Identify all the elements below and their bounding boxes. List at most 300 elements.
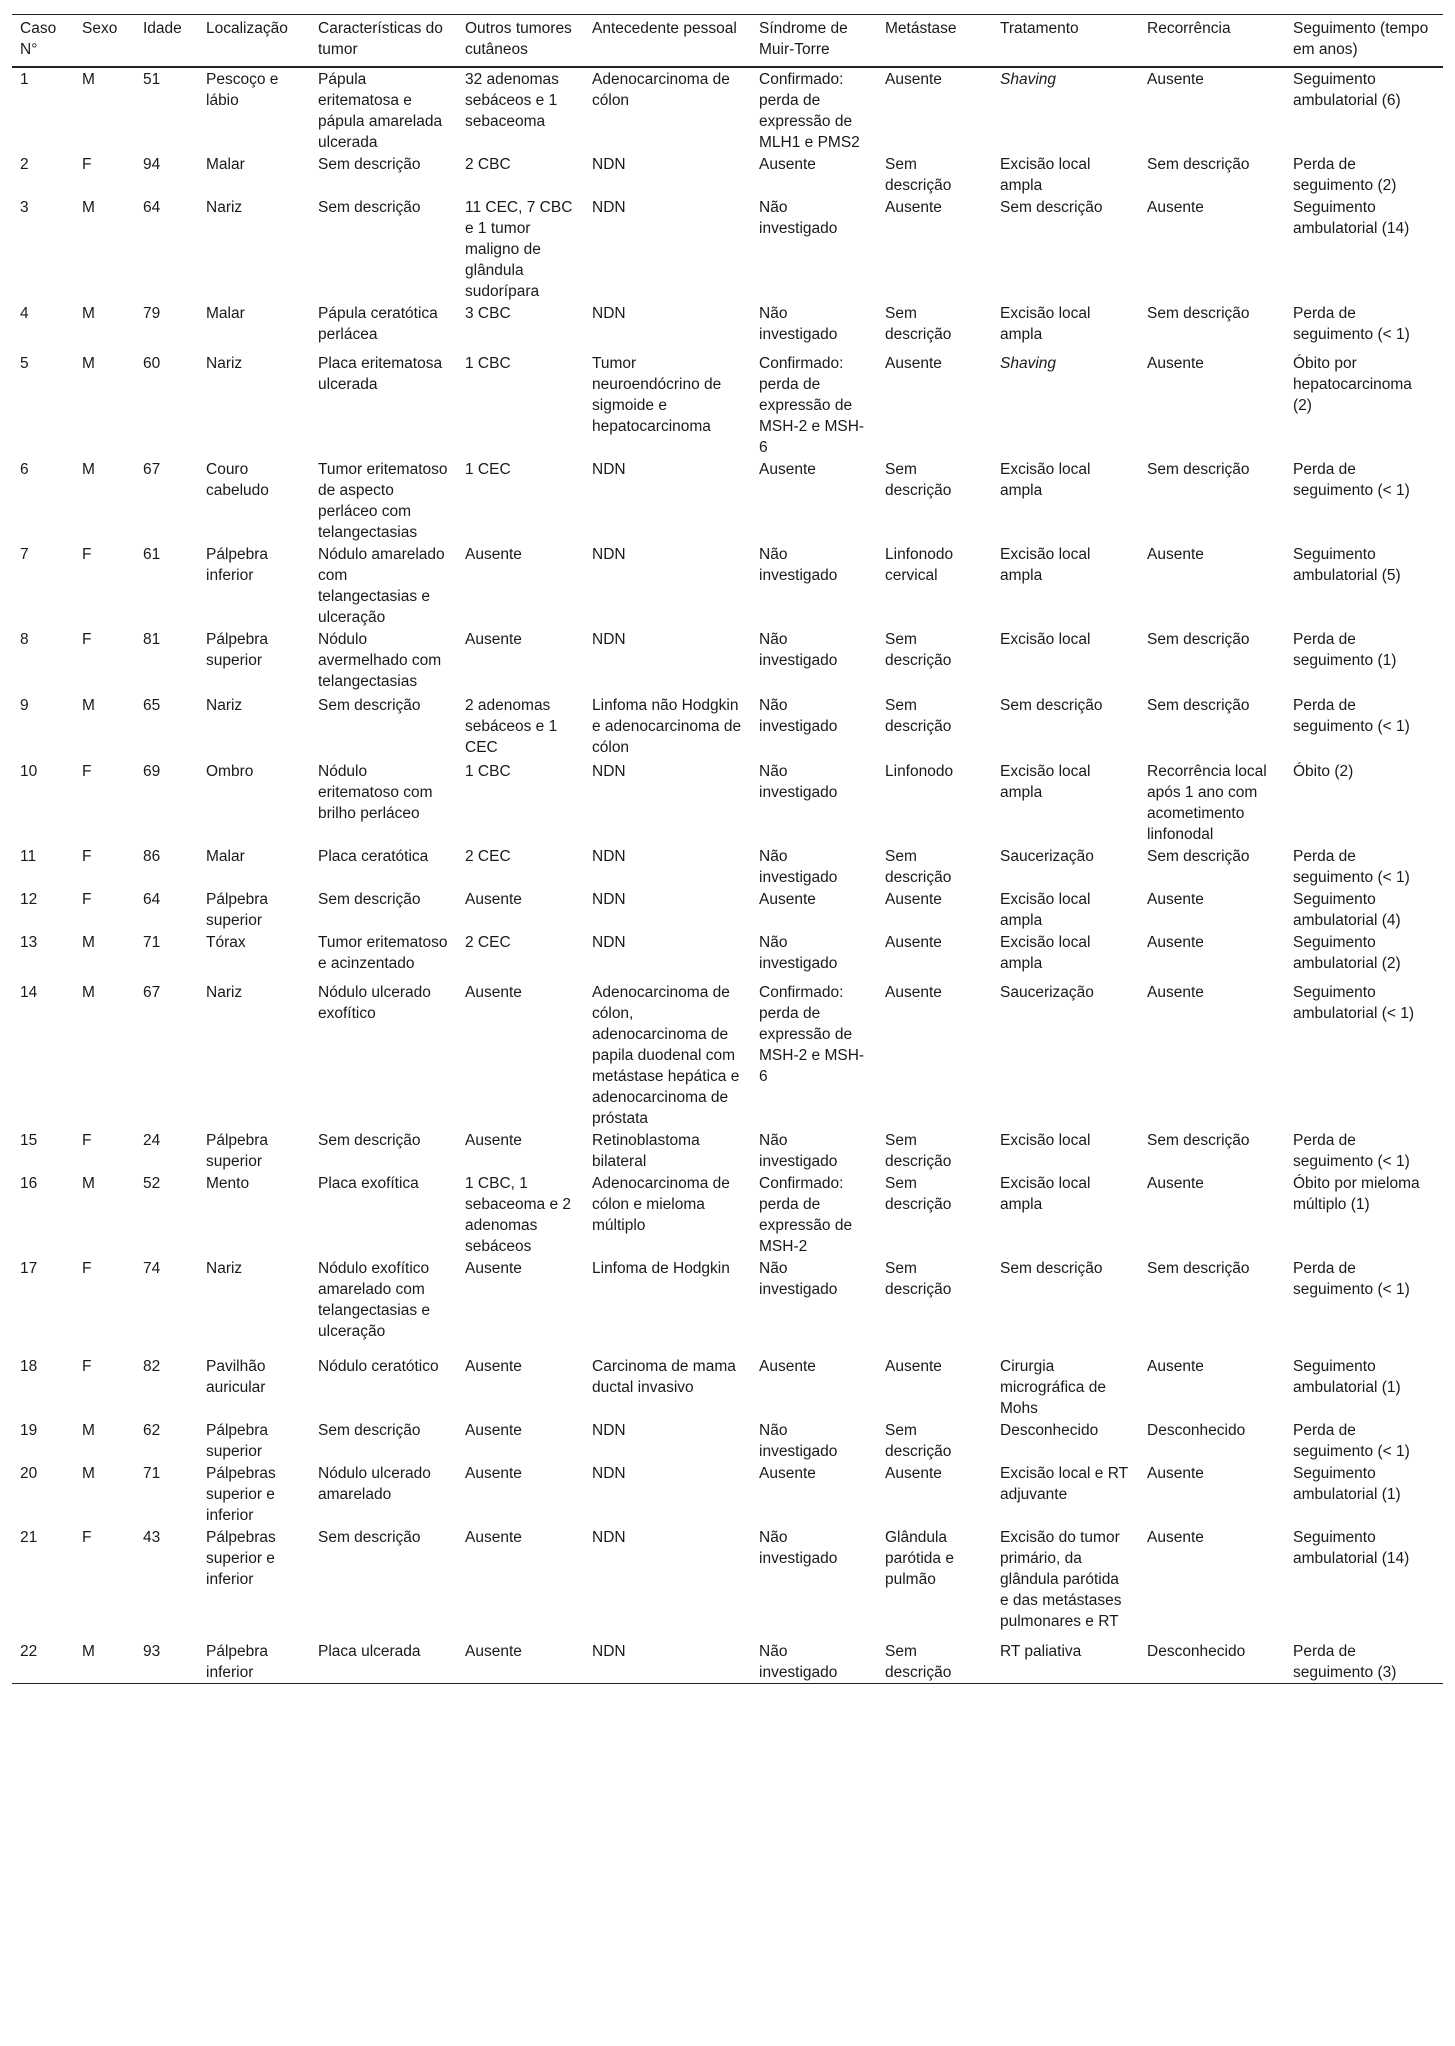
cell-text: Excisão local — [1000, 631, 1091, 648]
cell-text: Ausente — [465, 984, 522, 1001]
table-cell — [584, 1355, 751, 1419]
table-cell — [877, 1640, 992, 1684]
cell-text: Nariz — [206, 1260, 243, 1277]
table-cell — [310, 302, 457, 352]
table-cell — [877, 302, 992, 352]
table-cell — [1285, 153, 1443, 196]
table-cell — [992, 302, 1139, 352]
cell-text: F — [82, 1260, 92, 1277]
table-cell — [135, 888, 198, 931]
table-cell — [198, 1355, 310, 1419]
cell-text: Sem descrição — [1147, 1132, 1250, 1149]
cell-text: 71 — [143, 1465, 161, 1482]
cell-text: Excisão local e RT adjuvante — [1000, 1465, 1128, 1503]
cell-text: NDN — [592, 1465, 626, 1482]
cell-text: Sem descrição — [318, 697, 421, 714]
table-row — [12, 196, 1443, 302]
cell-text: Adenocarcinoma de cólon e mieloma múltiplo — [592, 1175, 730, 1234]
header-cell: Síndrome de Muir-Torre — [751, 15, 877, 68]
table-cell — [74, 1172, 135, 1257]
table-cell — [584, 458, 751, 543]
table-cell — [992, 153, 1139, 196]
cell-text: 17 — [20, 1260, 38, 1277]
table-cell — [1139, 1462, 1285, 1526]
table-cell — [457, 1640, 584, 1684]
table-cell — [1139, 931, 1285, 981]
table-cell — [751, 845, 877, 888]
cell-text: 2 CEC — [465, 934, 511, 951]
cell-text: F — [82, 631, 92, 648]
table-row — [12, 1129, 1443, 1172]
table-cell — [74, 888, 135, 931]
cell-text: F — [82, 891, 92, 908]
cell-text: Ausente — [465, 1132, 522, 1149]
cell-text: 43 — [143, 1529, 161, 1546]
cell-text: M — [82, 461, 95, 478]
cell-text: 65 — [143, 697, 161, 714]
table-row — [12, 1462, 1443, 1526]
table-cell — [135, 1640, 198, 1684]
cell-text: Seguimento ambulatorial (6) — [1293, 71, 1401, 109]
table-cell — [198, 845, 310, 888]
cell-text: Ausente — [465, 1643, 522, 1660]
cell-text: Pápula ceratótica perlácea — [318, 305, 438, 343]
cell-text: Não investigado — [759, 1132, 838, 1170]
cell-text: Sem descrição — [1000, 697, 1103, 714]
cell-text: Ausente — [885, 355, 942, 372]
cell-text: 67 — [143, 984, 161, 1001]
cell-text: F — [82, 1529, 92, 1546]
header-cell: Tratamento — [992, 15, 1139, 68]
table-cell — [310, 888, 457, 931]
table-cell — [198, 1257, 310, 1355]
table-row — [12, 302, 1443, 352]
table-cell — [12, 1355, 74, 1419]
table-cell — [1285, 543, 1443, 628]
cell-text: 9 — [20, 697, 29, 714]
table-cell — [198, 1419, 310, 1462]
table-cell — [751, 694, 877, 760]
table-row — [12, 628, 1443, 694]
table-cell — [135, 196, 198, 302]
table-cell — [992, 628, 1139, 694]
table-cell — [310, 543, 457, 628]
table-cell — [310, 1355, 457, 1419]
table-cell — [1285, 1419, 1443, 1462]
case-table — [12, 14, 1443, 1684]
table-cell — [12, 1419, 74, 1462]
table-cell — [198, 67, 310, 153]
table-cell — [751, 67, 877, 153]
table-cell — [135, 352, 198, 458]
table-cell — [198, 543, 310, 628]
cell-text: 3 CBC — [465, 305, 511, 322]
cell-text: Tumor eritematoso de aspecto perláceo com telangectasias — [318, 461, 448, 541]
cell-text: M — [82, 1422, 95, 1439]
cell-text: F — [82, 1132, 92, 1149]
table-cell — [1139, 352, 1285, 458]
table-cell — [1285, 196, 1443, 302]
table-cell — [135, 931, 198, 981]
table-cell — [877, 1129, 992, 1172]
cell-text: Excisão local ampla — [1000, 1175, 1091, 1213]
cell-text: Pavilhão auricular — [206, 1358, 266, 1396]
table-cell — [1139, 196, 1285, 302]
cell-text: Sem descrição — [1147, 631, 1250, 648]
table-cell — [992, 352, 1139, 458]
table-cell — [751, 153, 877, 196]
header-row — [12, 15, 1443, 68]
table-row — [12, 153, 1443, 196]
table-cell — [457, 1257, 584, 1355]
table-cell — [584, 352, 751, 458]
cell-text: Pálpebra inferior — [206, 1643, 269, 1681]
table-cell — [992, 543, 1139, 628]
table-cell — [198, 931, 310, 981]
table-cell — [877, 1419, 992, 1462]
table-row — [12, 981, 1443, 1129]
table-cell — [1285, 760, 1443, 845]
table-cell — [310, 981, 457, 1129]
table-cell — [198, 458, 310, 543]
table-cell — [310, 352, 457, 458]
cell-text: Couro cabeludo — [206, 461, 269, 499]
table-cell — [135, 1355, 198, 1419]
cell-text: Adenocarcinoma de cólon — [592, 71, 730, 109]
table-cell — [992, 458, 1139, 543]
table-cell — [310, 196, 457, 302]
table-cell — [1139, 1526, 1285, 1640]
table-cell — [74, 1640, 135, 1684]
cell-text: Não investigado — [759, 763, 838, 801]
cell-text: Excisão local — [1000, 1132, 1091, 1149]
cell-text: 24 — [143, 1132, 161, 1149]
cell-text: Ausente — [1147, 984, 1204, 1001]
table-cell — [584, 1172, 751, 1257]
cell-text: Cirurgia micrográfica de Mohs — [1000, 1358, 1106, 1417]
table-cell — [12, 628, 74, 694]
table-cell — [198, 1640, 310, 1684]
table-cell — [198, 760, 310, 845]
cell-text: Linfonodo cervical — [885, 546, 954, 584]
cell-text: Não investigado — [759, 1260, 838, 1298]
table-cell — [457, 760, 584, 845]
table-cell — [135, 458, 198, 543]
cell-text: F — [82, 546, 92, 563]
cell-text: NDN — [592, 1643, 626, 1660]
table-cell — [135, 67, 198, 153]
cell-text: Confirmado: perda de expressão de MSH-2 e MSH-6 — [759, 984, 865, 1085]
cell-text: NDN — [592, 934, 626, 951]
table-cell — [310, 458, 457, 543]
table-body — [12, 67, 1443, 1684]
cell-text: 82 — [143, 1358, 161, 1375]
table-cell — [135, 760, 198, 845]
cell-text: Ausente — [885, 934, 942, 951]
cell-text: Ausente — [465, 1529, 522, 1546]
cell-text: Ausente — [465, 1260, 522, 1277]
table-cell — [877, 153, 992, 196]
table-cell — [74, 694, 135, 760]
cell-text: Nariz — [206, 199, 243, 216]
cell-text: Malar — [206, 305, 245, 322]
cell-text: Ausente — [465, 1358, 522, 1375]
cell-text: Nariz — [206, 984, 243, 1001]
table-cell — [1139, 760, 1285, 845]
table-cell — [584, 1462, 751, 1526]
table-cell — [1285, 1462, 1443, 1526]
table-cell — [1139, 153, 1285, 196]
table-cell — [310, 1462, 457, 1526]
cell-text: Excisão local ampla — [1000, 934, 1091, 972]
cell-text: Pálpebra inferior — [206, 546, 269, 584]
cell-text: 7 — [20, 546, 29, 563]
cell-text: Ausente — [885, 71, 942, 88]
table-row — [12, 1172, 1443, 1257]
table-cell — [74, 1355, 135, 1419]
table-cell — [751, 1129, 877, 1172]
cell-text: Retinoblastoma bilateral — [592, 1132, 700, 1170]
cell-text: Nariz — [206, 355, 243, 372]
cell-text: Pálpebra superior — [206, 1132, 269, 1170]
table-cell — [457, 153, 584, 196]
table-cell — [310, 845, 457, 888]
table-cell — [584, 153, 751, 196]
cell-text: 16 — [20, 1175, 38, 1192]
table-cell — [877, 628, 992, 694]
cell-text: Perda de seguimento (< 1) — [1293, 1260, 1410, 1298]
cell-text: 5 — [20, 355, 29, 372]
table-cell — [877, 888, 992, 931]
table-cell — [310, 1257, 457, 1355]
table-cell — [74, 153, 135, 196]
table-cell — [992, 1172, 1139, 1257]
cell-text: 2 CEC — [465, 848, 511, 865]
table-cell — [751, 352, 877, 458]
cell-text: Não investigado — [759, 631, 838, 669]
table-cell — [310, 153, 457, 196]
table-cell — [992, 1419, 1139, 1462]
table-cell — [310, 67, 457, 153]
cell-text: M — [82, 697, 95, 714]
cell-text: 2 — [20, 156, 29, 173]
table-cell — [1285, 628, 1443, 694]
table-cell — [74, 1419, 135, 1462]
table-container — [12, 14, 1443, 1684]
table-cell — [12, 1462, 74, 1526]
cell-text: Saucerização — [1000, 848, 1094, 865]
cell-text: Desconhecido — [1147, 1643, 1246, 1660]
cell-text: 1 CBC — [465, 763, 511, 780]
table-cell — [992, 1129, 1139, 1172]
cell-text: Shaving — [1000, 71, 1057, 88]
table-cell — [584, 196, 751, 302]
cell-text: F — [82, 763, 92, 780]
cell-text: NDN — [592, 461, 626, 478]
table-cell — [877, 1462, 992, 1526]
table-cell — [1285, 1526, 1443, 1640]
cell-text: Excisão local ampla — [1000, 891, 1091, 929]
table-cell — [12, 458, 74, 543]
table-cell — [1139, 845, 1285, 888]
table-cell — [1285, 845, 1443, 888]
table-cell — [12, 931, 74, 981]
table-cell — [457, 694, 584, 760]
cell-text: Confirmado: perda de expressão de MSH-2 — [759, 1175, 853, 1255]
table-cell — [751, 302, 877, 352]
table-cell — [74, 628, 135, 694]
table-row — [12, 888, 1443, 931]
table-cell — [584, 1526, 751, 1640]
table-cell — [877, 760, 992, 845]
table-row — [12, 760, 1443, 845]
table-cell — [751, 1640, 877, 1684]
table-cell — [135, 1129, 198, 1172]
cell-text: 52 — [143, 1175, 161, 1192]
table-cell — [12, 888, 74, 931]
cell-text: Placa ulcerada — [318, 1643, 421, 1660]
cell-text: Ausente — [1147, 199, 1204, 216]
header-cell: Idade — [135, 15, 198, 68]
table-cell — [751, 628, 877, 694]
table-cell — [74, 1257, 135, 1355]
table-cell — [310, 694, 457, 760]
table-cell — [584, 1129, 751, 1172]
table-row — [12, 1257, 1443, 1355]
cell-text: Não investigado — [759, 848, 838, 886]
table-cell — [135, 153, 198, 196]
cell-text: Ausente — [759, 156, 816, 173]
table-cell — [457, 931, 584, 981]
table-row — [12, 1355, 1443, 1419]
cell-text: Não investigado — [759, 697, 838, 735]
table-cell — [1139, 302, 1285, 352]
cell-text: Ausente — [885, 199, 942, 216]
table-cell — [877, 845, 992, 888]
cell-text: Sem descrição — [885, 1643, 952, 1681]
table-cell — [135, 302, 198, 352]
table-cell — [1285, 1640, 1443, 1684]
table-row — [12, 458, 1443, 543]
table-cell — [74, 845, 135, 888]
table-cell — [992, 1640, 1139, 1684]
cell-text: F — [82, 848, 92, 865]
table-cell — [310, 1419, 457, 1462]
cell-text: NDN — [592, 305, 626, 322]
cell-text: 51 — [143, 71, 161, 88]
table-cell — [1139, 1355, 1285, 1419]
table-cell — [1139, 981, 1285, 1129]
cell-text: 74 — [143, 1260, 161, 1277]
table-cell — [584, 981, 751, 1129]
cell-text: Linfoma não Hodgkin e adenocarcinoma de cólon — [592, 697, 742, 756]
table-cell — [310, 628, 457, 694]
table-cell — [1285, 352, 1443, 458]
table-cell — [992, 1462, 1139, 1526]
cell-text: Pálpebra superior — [206, 891, 269, 929]
table-cell — [1285, 694, 1443, 760]
cell-text: Nódulo ulcerado exofítico — [318, 984, 431, 1022]
table-row — [12, 845, 1443, 888]
table-cell — [1285, 458, 1443, 543]
table-cell — [584, 1419, 751, 1462]
cell-text: 2 adenomas sebáceos e 1 CEC — [465, 697, 558, 756]
table-cell — [1285, 67, 1443, 153]
cell-text: Linfonodo — [885, 763, 954, 780]
cell-text: Sem descrição — [885, 156, 952, 194]
cell-text: NDN — [592, 631, 626, 648]
table-cell — [12, 1526, 74, 1640]
cell-text: Tumor eritematoso e acinzentado — [318, 934, 448, 972]
table-cell — [751, 543, 877, 628]
table-cell — [992, 1257, 1139, 1355]
table-row — [12, 694, 1443, 760]
cell-text: Sem descrição — [318, 1422, 421, 1439]
cell-text: Óbito por hepatocarcinoma (2) — [1293, 355, 1412, 414]
cell-text: Sem descrição — [318, 199, 421, 216]
cell-text: F — [82, 1358, 92, 1375]
table-cell — [198, 153, 310, 196]
table-cell — [751, 888, 877, 931]
cell-text: Sem descrição — [885, 1175, 952, 1213]
cell-text: NDN — [592, 199, 626, 216]
cell-text: 62 — [143, 1422, 161, 1439]
table-cell — [877, 1257, 992, 1355]
cell-text: 22 — [20, 1643, 38, 1660]
table-cell — [74, 760, 135, 845]
cell-text: Nódulo exofítico amarelado com telangectasias e ulceração — [318, 1260, 431, 1340]
table-cell — [12, 845, 74, 888]
cell-text: Seguimento ambulatorial (2) — [1293, 934, 1401, 972]
table-cell — [135, 694, 198, 760]
cell-text: 2 CBC — [465, 156, 511, 173]
cell-text: Ausente — [465, 631, 522, 648]
table-row — [12, 931, 1443, 981]
table-cell — [877, 694, 992, 760]
cell-text: Linfoma de Hodgkin — [592, 1260, 730, 1277]
table-cell — [12, 760, 74, 845]
cell-text: RT paliativa — [1000, 1643, 1082, 1660]
cell-text: 8 — [20, 631, 29, 648]
table-cell — [751, 458, 877, 543]
cell-text: Ausente — [759, 1358, 816, 1375]
cell-text: Pescoço e lábio — [206, 71, 279, 109]
cell-text: 1 CBC, 1 sebaceoma e 2 adenomas sebáceos — [465, 1175, 571, 1255]
cell-text: Perda de seguimento (< 1) — [1293, 461, 1410, 499]
cell-text: 6 — [20, 461, 29, 478]
cell-text: Mento — [206, 1175, 250, 1192]
cell-text: 18 — [20, 1358, 38, 1375]
cell-text: Seguimento ambulatorial (1) — [1293, 1358, 1401, 1396]
table-cell — [74, 196, 135, 302]
table-cell — [74, 1129, 135, 1172]
cell-text: Óbito (2) — [1293, 763, 1354, 780]
cell-text: 61 — [143, 546, 161, 563]
cell-text: 13 — [20, 934, 38, 951]
cell-text: 79 — [143, 305, 161, 322]
table-cell — [1139, 694, 1285, 760]
cell-text: Placa ceratótica — [318, 848, 429, 865]
table-cell — [992, 1526, 1139, 1640]
cell-text: Desconhecido — [1147, 1422, 1246, 1439]
table-cell — [74, 1526, 135, 1640]
cell-text: 81 — [143, 631, 161, 648]
cell-text: 3 — [20, 199, 29, 216]
cell-text: Seguimento ambulatorial (14) — [1293, 199, 1410, 237]
cell-text: Ausente — [465, 546, 522, 563]
cell-text: Excisão local ampla — [1000, 763, 1091, 801]
table-cell — [74, 458, 135, 543]
